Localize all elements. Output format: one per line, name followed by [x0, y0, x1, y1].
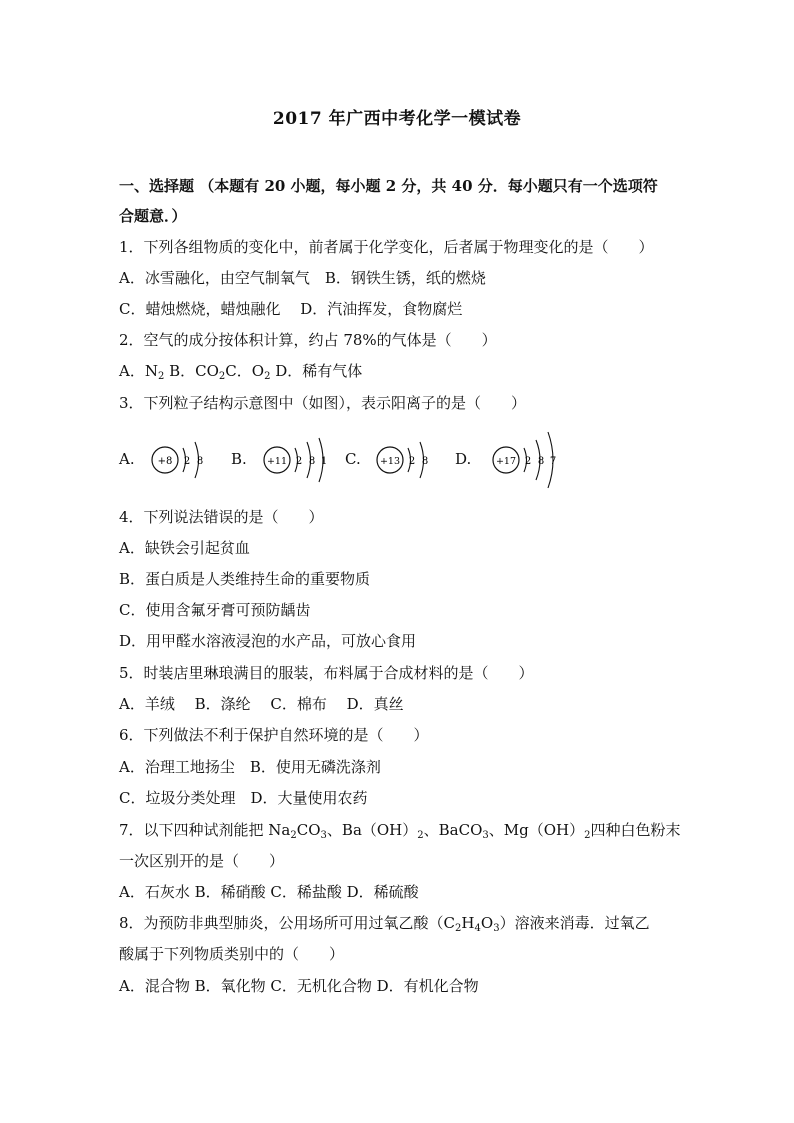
- q1-options-row2: C．蜡烛燃烧，蜡烛融化 D．汽油挥发，食物腐烂: [119, 300, 463, 318]
- q2-option-b-sub: 2: [218, 371, 226, 382]
- q2-stem: 2．空气的成分按体积计算，约占 78%的气体是（ ）: [119, 331, 497, 349]
- q5-stem: 5．时装店里琳琅满目的服装，布料属于合成材料的是（ ）: [119, 664, 534, 682]
- q3-atom-a-shell-1: 2: [183, 456, 191, 467]
- q3-option-b-label: B.: [231, 450, 247, 468]
- q7-text: 四种白色粉末: [590, 821, 681, 839]
- q6-options-row2: C．垃圾分类处理 D．大量使用农药: [119, 789, 368, 807]
- q7-sub: 3: [482, 830, 489, 841]
- q3-atom-a-shell-2: 8: [196, 456, 204, 467]
- q8-stem-line1: [119, 913, 689, 939]
- q7-text: 、BaCO: [423, 821, 483, 839]
- q3-atom-diagrams: [119, 428, 589, 494]
- q7-text: 、Mg（OH）: [488, 821, 585, 839]
- q3-atom-d-nucleus: +17: [495, 456, 517, 467]
- q3-atom-c-shell-1: 2: [408, 456, 416, 467]
- q4-option-b: B．蛋白质是人类维持生命的重要物质: [119, 570, 371, 588]
- q3-option-d-label: D.: [455, 450, 472, 468]
- q4-option-d: D．用甲醛水溶液浸泡的水产品，可放心食用: [119, 632, 417, 650]
- q2-option-d: D．稀有气体: [270, 362, 363, 380]
- q7-sub: 2: [584, 830, 591, 841]
- q7-text: CO: [296, 821, 321, 839]
- q2-option-b: B．CO: [164, 362, 219, 380]
- q6-options-row1: A．治理工地扬尘 B．使用无磷洗涤剂: [119, 758, 381, 776]
- q3-atom-b-nucleus: +11: [266, 456, 288, 467]
- q7-sub: 2: [417, 830, 424, 841]
- q8-text: H: [461, 914, 475, 932]
- q8-stem-line2: 酸属于下列物质类别中的（ ）: [119, 945, 345, 963]
- q7-text: 、Ba（OH）: [326, 821, 418, 839]
- q3-atom-b-shell-3: 1: [320, 456, 328, 467]
- q3-atom-d-shell-2: 8: [537, 456, 545, 467]
- q8-text: O: [480, 914, 494, 932]
- q8-text: ）溶液来消毒．过氧乙: [499, 914, 650, 932]
- q7-text: 7．以下四种试剂能把 Na: [119, 821, 291, 839]
- q8-sub: 4: [474, 923, 481, 934]
- q1-stem: 1．下列各组物质的变化中，前者属于化学变化，后者属于物理变化的是（ ）: [119, 238, 654, 256]
- page-title: 2017 年广西中考化学一模试卷: [272, 109, 522, 129]
- q3-atom-b-shell-1: 2: [295, 456, 303, 467]
- q8-sub: 2: [455, 923, 462, 934]
- section-header-line1: 一、选择题 （本题有 20 小题，每小题 2 分，共 40 分．每小题只有一个选项符: [119, 177, 658, 195]
- q2-option-a: A．N: [119, 362, 158, 380]
- q8-options: A．混合物 B．氧化物 C．无机化合物 D．有机化合物: [119, 977, 479, 995]
- q5-options: A．羊绒 B．涤纶 C．棉布 D．真丝: [119, 695, 404, 713]
- q2-option-c: C．O: [225, 362, 265, 380]
- q8-sub: 3: [493, 923, 500, 934]
- q1-options-row1: A．冰雪融化，由空气制氧气 B．钢铁生锈，纸的燃烧: [119, 269, 486, 287]
- q3-atom-d-shell-3: 7: [549, 456, 557, 467]
- q3-stem: 3．下列粒子结构示意图中（如图），表示阳离子的是（ ）: [119, 394, 527, 412]
- q7-sub: 3: [320, 830, 327, 841]
- q7-options: A．石灰水 B．稀硝酸 C．稀盐酸 D．稀硫酸: [119, 883, 419, 901]
- q4-stem: 4．下列说法错误的是（ ）: [119, 508, 324, 526]
- q7-stem-line1: [119, 820, 689, 846]
- q6-stem: 6．下列做法不利于保护自然环境的是（ ）: [119, 726, 429, 744]
- q3-option-c-label: C.: [345, 450, 361, 468]
- q2-options: [119, 361, 689, 387]
- q4-option-c: C．使用含氟牙膏可预防龋齿: [119, 601, 311, 619]
- q7-stem-line2: 一次区别开的是（ ）: [119, 852, 285, 870]
- q3-atom-b-shell-2: 8: [308, 456, 316, 467]
- q3-atom-b: [256, 434, 356, 490]
- q3-atom-c-nucleus: +13: [379, 456, 401, 467]
- section-header-line2: 合题意．）: [119, 207, 187, 225]
- q2-option-a-sub: 2: [157, 371, 165, 382]
- q2-option-c-sub: 2: [264, 371, 271, 382]
- q3-option-a-label: A.: [119, 450, 135, 468]
- q3-atom-a: [143, 434, 233, 490]
- q3-atom-a-nucleus: +8: [157, 456, 173, 467]
- q3-atom-d-shell-1: 2: [524, 456, 532, 467]
- q3-atom-c-shell-2: 8: [421, 456, 429, 467]
- q7-sub: 2: [290, 830, 297, 841]
- q8-text: 8．为预防非典型肺炎，公用场所可用过氧乙酸（C: [119, 914, 456, 932]
- q3-atom-d: [485, 430, 585, 492]
- q4-option-a: A．缺铁会引起贫血: [119, 539, 250, 557]
- q3-atom-c: [369, 434, 459, 490]
